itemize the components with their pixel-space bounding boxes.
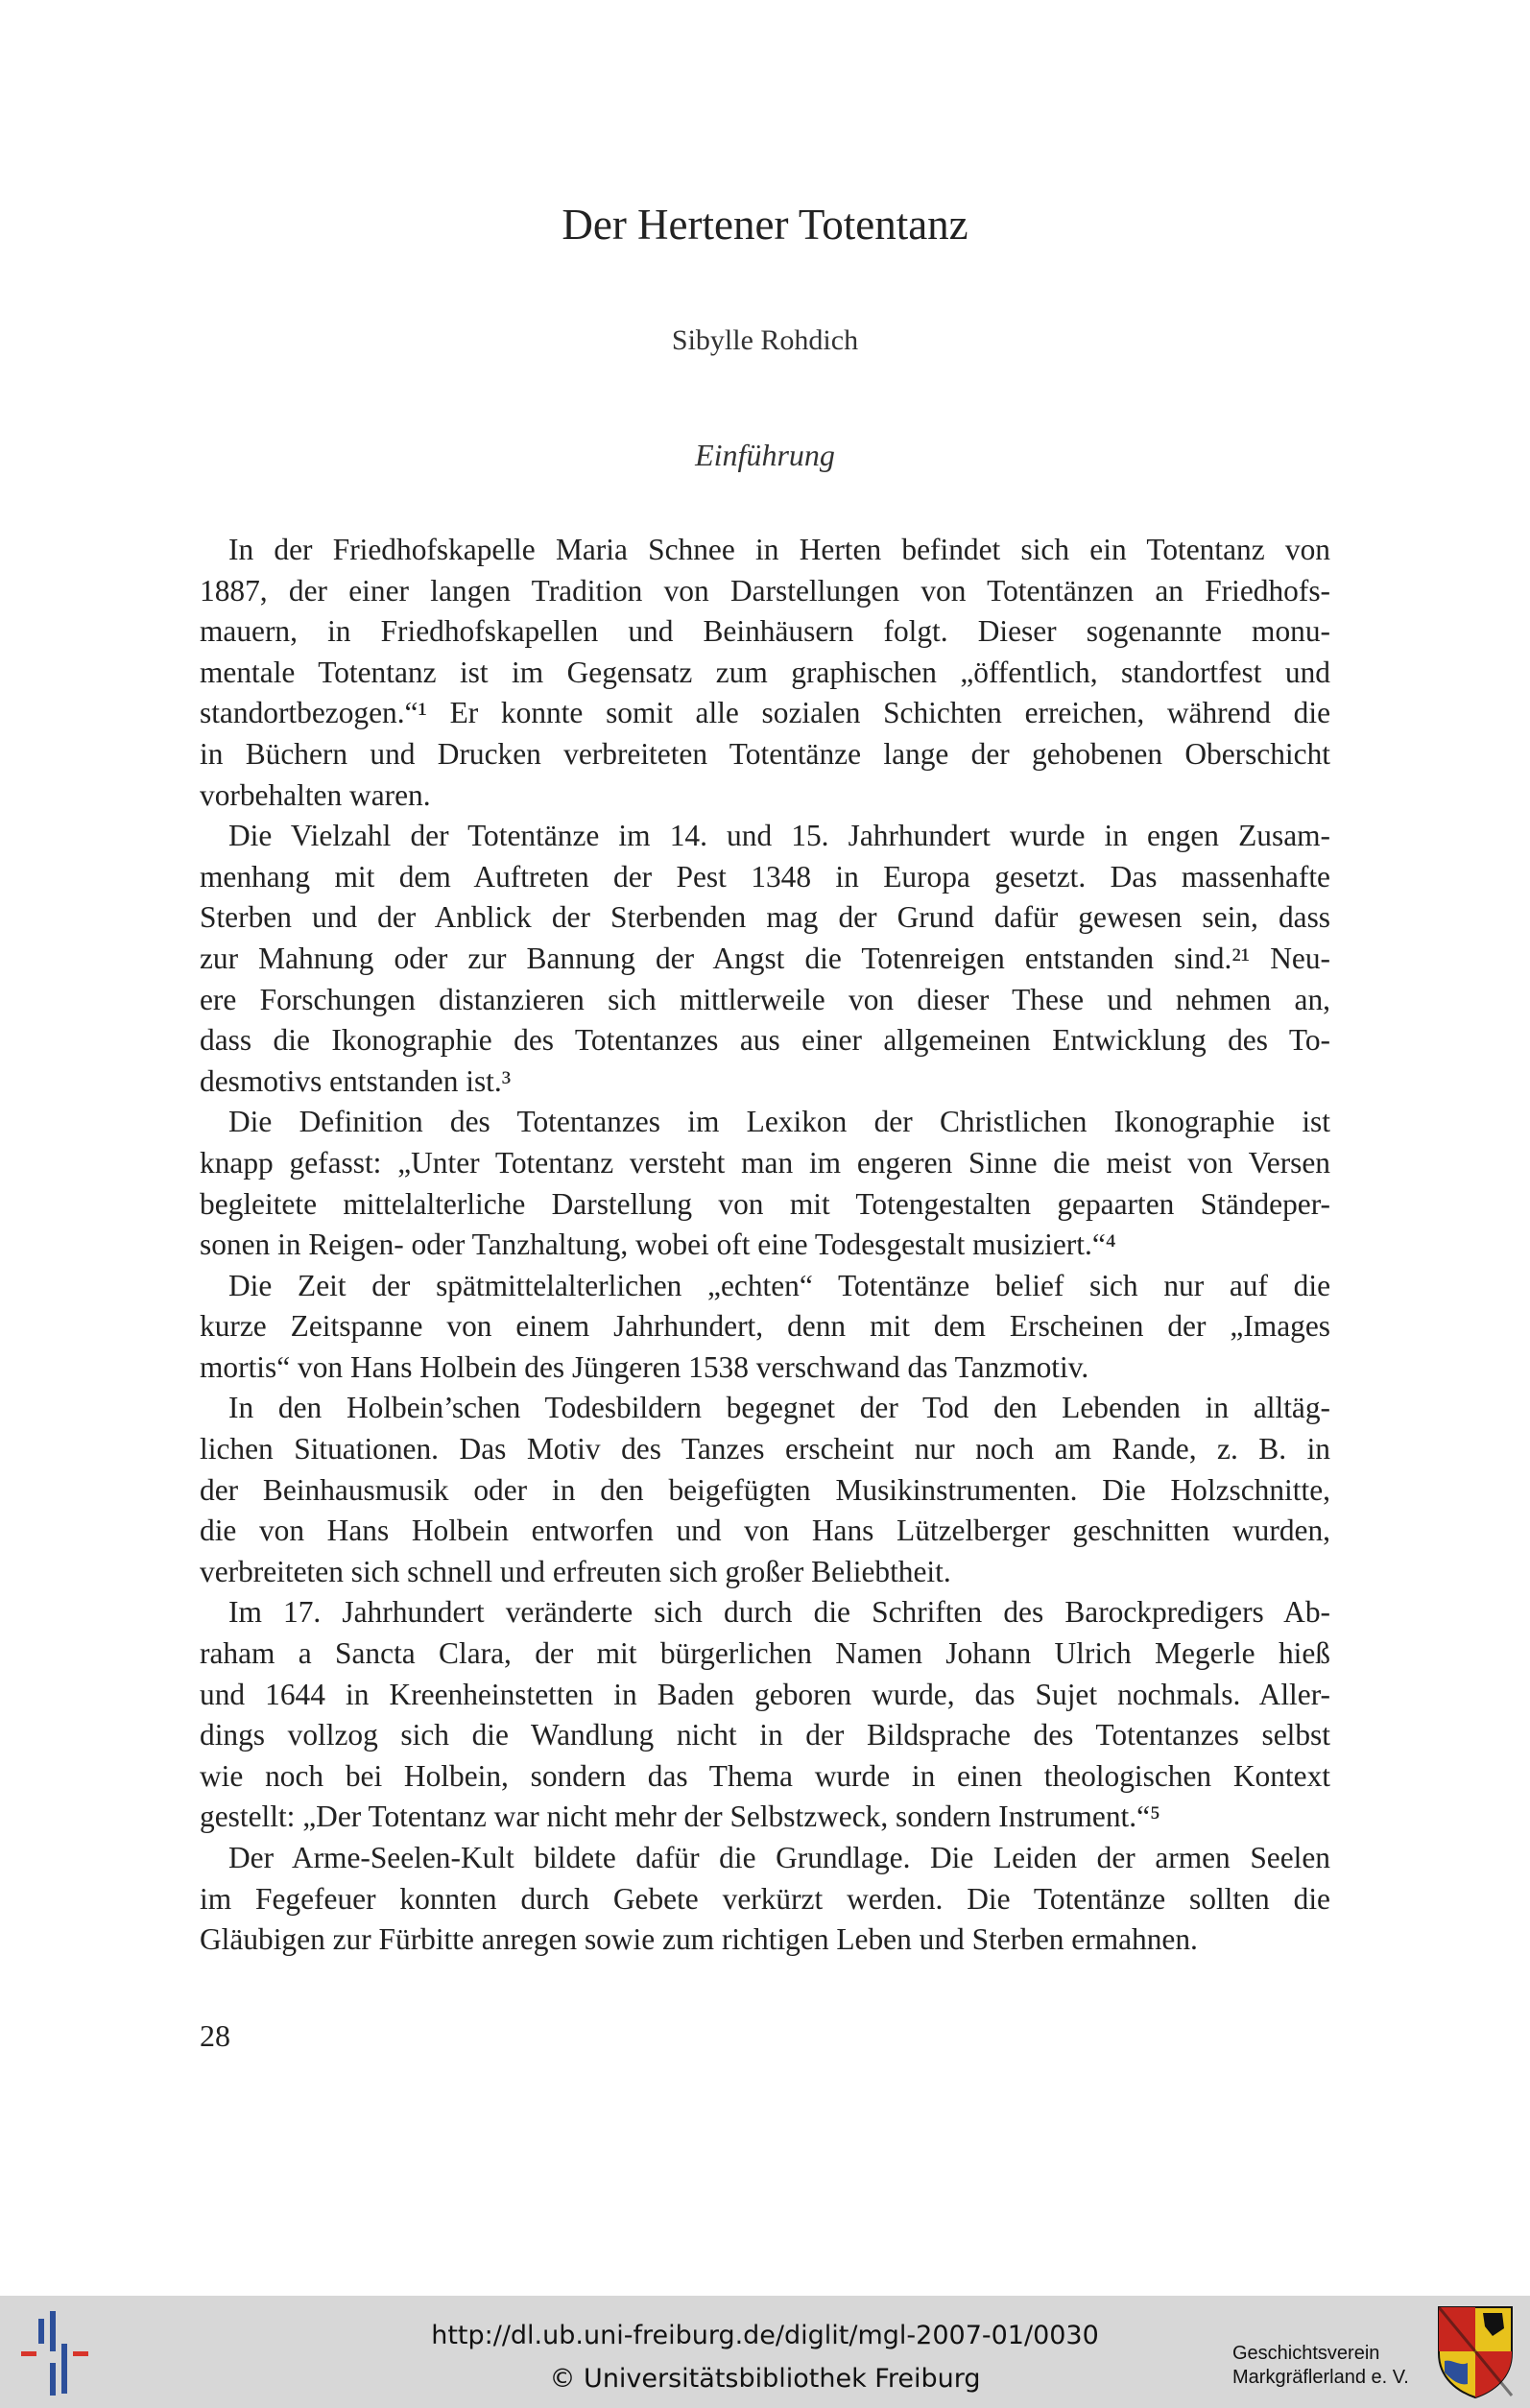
body-text [200,530,1330,1961]
text-line: begleitete mittelalterliche Darstellung von mit Totengestalten gepaarten Ständeper- [200,1186,1330,1221]
text-line: der Beinhausmusik oder in den beigefügten Musikinstrumenten. Die Holzschnitte, [200,1472,1330,1507]
text-line: in Büchern und Drucken verbreiteten Totentänze lange der gehobenen Oberschicht [200,736,1330,771]
text-line: gestellt: „Der Totentanz war nicht mehr der Selbstzweck, sondern Instrument.“⁵ [200,1800,1161,1834]
text-line: Die Vielzahl der Totentänze im 14. und 15. Jahrhundert wurde in engen Zusam- [228,819,1330,853]
text-line: Im 17. Jahrhundert veränderte sich durch die Schriften des Barockpredigers Ab- [228,1595,1330,1630]
page-number: 28 [200,2018,230,2053]
text-line: wie noch bei Holbein, sondern das Thema wurde in einen theologischen Kontext [200,1758,1330,1793]
body-paragraph [200,1592,1330,1838]
text-line: im Fegefeuer konnten durch Gebete verkürzt werden. Die Totentänze sollten die [200,1881,1330,1916]
body-paragraph [200,1388,1330,1592]
text-line: mauern, in Friedhofskapellen und Beinhäusern folgt. Dieser sogenannte monu- [200,614,1330,649]
coat-of-arms-icon [1435,2303,1516,2399]
text-line: desmotivs entstanden ist.³ [200,1063,512,1098]
body-paragraph [200,1838,1330,1961]
text-line: lichen Situationen. Das Motiv des Tanzes erscheint nur noch am Rande, z. B. in [200,1432,1330,1466]
text-line: In den Holbein’schen Todesbildern begegnet der Tod den Lebenden in alltäg- [228,1391,1330,1425]
footer-url-link[interactable]: http://dl.ub.uni-freiburg.de/diglit/mgl-2007-01/0030 [431,2321,1099,2350]
text-line: Gläubigen zur Fürbitte anregen sowie zum richtigen Leben und Sterben ermahnen. [200,1922,1198,1957]
footer-copyright: © Universitätsbibliothek Freiburg [549,2364,981,2394]
text-line: vorbehalten waren. [200,777,431,812]
text-line: 1887, der einer langen Tradition von Darstellungen von Totentänzen an Friedhofs- [200,573,1330,608]
society-name [1232,2342,1424,2390]
body-paragraph [200,816,1330,1102]
author-name: Sibylle Rohdich [671,324,859,356]
text-line: die von Hans Holbein entworfen und von Hans Lützelberger geschnitten wurden, [200,1514,1330,1548]
text-line: sonen in Reigen- oder Tanzhaltung, wobei oft eine Todesgestalt musiziert.“⁴ [200,1228,1116,1262]
text-line: dass die Ikonographie des Totentanzes aus einer allgemeinen Entwicklung des To- [200,1023,1330,1058]
body-paragraph [200,530,1330,816]
page-title: Der Hertener Totentanz [562,201,968,249]
text-line: ere Forschungen distanzieren sich mittlerweile von dieser These und nehmen an, [200,982,1330,1016]
text-line: mentale Totentanz ist im Gegensatz zum graphischen „öffentlich, standortfest und [200,655,1330,689]
text-line: zur Mahnung oder zur Bannung der Angst die Totenreigen entstanden sind.²¹ Neu- [200,941,1330,975]
society-name-line1: Geschichtsverein [1232,2343,1380,2364]
text-line: standortbezogen.“¹ Er konnte somit alle sozialen Schichten erreichen, während die [200,696,1330,730]
text-line: Sterben und der Anblick der Sterbenden mag der Grund dafür gewesen sein, dass [200,900,1330,935]
text-line: knapp gefasst: „Unter Totentanz versteht man im engeren Sinne die meist von Versen [200,1145,1330,1180]
body-paragraph [200,1102,1330,1265]
text-line: dings vollzog sich die Wandlung nicht in der Bildsprache des Totentanzes selbst [200,1718,1330,1752]
society-name-line2: Markgräflerland e. V. [1232,2367,1409,2388]
text-line: menhang mit dem Auftreten der Pest 1348 in Europa gesetzt. Das massenhafte [200,859,1330,894]
body-paragraph [200,1266,1330,1389]
text-line: Die Definition des Totentanzes im Lexikon der Christlichen Ikonographie ist [228,1105,1330,1139]
text-line: Die Zeit der spätmittelalterlichen „echten“ Totentänze belief sich nur auf die [228,1268,1330,1302]
text-line: und 1644 in Kreenheinstetten in Baden geboren wurde, das Sujet nochmals. Aller- [200,1677,1330,1711]
section-heading: Einführung [695,438,835,472]
text-line: In der Friedhofskapelle Maria Schnee in Herten befindet sich ein Totentanz von [228,533,1330,566]
text-line: Der Arme-Seelen-Kult bildete dafür die Grundlage. Die Leiden der armen Seelen [228,1841,1330,1874]
text-line: raham a Sancta Clara, der mit bürgerlichen Namen Johann Ulrich Megerle hieß [200,1636,1330,1671]
text-line: kurze Zeitspanne von einem Jahrhundert, denn mit dem Erscheinen der „Images [200,1309,1330,1344]
text-line: mortis“ von Hans Holbein des Jüngeren 1538 verschwand das Tanzmotiv. [200,1349,1089,1384]
text-line: verbreiteten sich schnell und erfreuten sich großer Beliebtheit. [200,1554,951,1588]
